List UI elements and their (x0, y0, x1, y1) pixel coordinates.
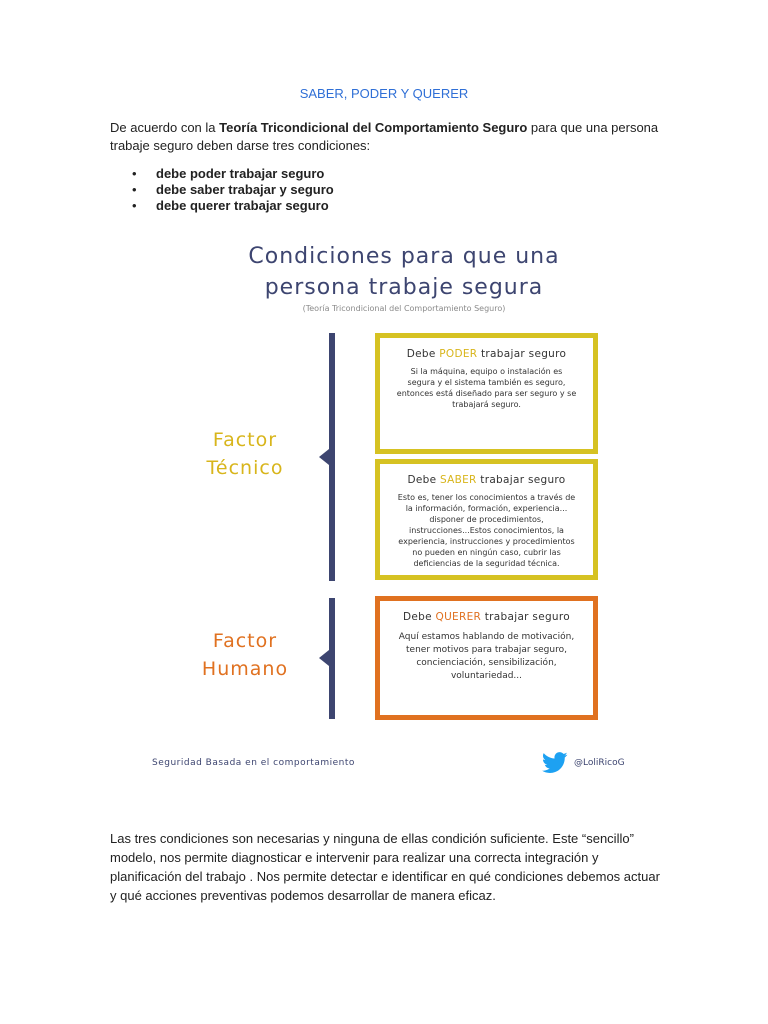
heading-suffix: trabajar seguro (477, 348, 567, 360)
heading-prefix: Debe (402, 611, 436, 623)
infographic-title-line-2: persona trabaje segura (264, 275, 544, 300)
list-item: • debe querer trabajar seguro (110, 198, 334, 214)
bracket-bar-tecnico (329, 333, 335, 581)
bracket-notch-humano (319, 650, 329, 666)
factor-humano-line-1: Factor (212, 630, 278, 652)
condition-box-heading (380, 474, 593, 486)
infographic-subtitle: (Teoría Tricondicional del Comportamiento Seguro) (302, 304, 506, 313)
heading-suffix: trabajar seguro (476, 474, 566, 486)
condition-box-heading (380, 348, 593, 360)
heading-prefix: Debe (406, 348, 440, 360)
infographic-footer-text: Seguridad Basada en el comportamiento (152, 758, 355, 768)
list-item: • debe saber trabajar y seguro (110, 182, 334, 198)
twitter-bird-icon (542, 752, 568, 774)
heading-keyword: PODER (439, 348, 478, 360)
conditions-list (110, 166, 334, 214)
condition-box-querer (375, 596, 598, 720)
condition-box-body: Esto es, tener los conocimientos a través de la información, formación, experiencia... disponer de procedimientos, instrucciones...Estos conocimientos, la experiencia, instrucciones y procedimientos no pueden en ningún caso, cubrir las deficiencias de la seguridad técnica. (397, 493, 576, 568)
condition-box-heading (380, 611, 593, 623)
factor-humano-line-2: Humano (201, 658, 289, 680)
twitter-handle: @LoliRicoG (574, 758, 625, 768)
intro-paragraph (110, 119, 670, 155)
factor-humano-label (180, 627, 310, 683)
condition-box-saber (375, 459, 598, 580)
list-item: • debe poder trabajar seguro (110, 166, 334, 182)
intro-theory-name: Teoría Tricondicional del Comportamiento Seguro (219, 120, 528, 135)
bracket-notch-tecnico (319, 449, 329, 465)
condition-box-body: Si la máquina, equipo o instalación es segura y el sistema también es seguro, entonces está diseñado para ser seguro y se trabajará seguro. (396, 367, 577, 409)
factor-tecnico-line-2: Técnico (206, 457, 284, 479)
infographic-footer-social (542, 752, 625, 774)
infographic-title-line-1: Condiciones para que una (248, 244, 560, 269)
condition-box-poder (375, 333, 598, 454)
factor-tecnico-label (180, 426, 310, 482)
heading-suffix: trabajar seguro (481, 611, 570, 623)
factor-tecnico-line-1: Factor (212, 429, 278, 451)
bracket-bar-humano (329, 598, 335, 719)
heading-keyword: QUERER (435, 611, 482, 623)
conclusion-paragraph: Las tres condiciones son necesarias y ninguna de ellas condición suficiente. Este “sencillo” modelo, nos permite diagnosticar e intervenir para realizar una correcta integración y planificación del trabajo . Nos permite detectar e identificar en qué condiciones debemos actuar y qué acciones preventivas podemos desarrollar de manera eficaz. (110, 831, 660, 903)
document-title: SABER, PODER Y QUERER (299, 86, 469, 101)
intro-text-2: para que una persona trabaje seguro deben darse tres condiciones: (110, 120, 659, 153)
condition-box-body: Aquí estamos hablando de motivación, tener motivos para trabajar seguro, concienciación, sensibilización, voluntariedad... (398, 632, 575, 681)
heading-prefix: Debe (407, 474, 440, 486)
heading-keyword: SABER (439, 474, 477, 486)
intro-text-1: De acuerdo con la (110, 120, 220, 135)
